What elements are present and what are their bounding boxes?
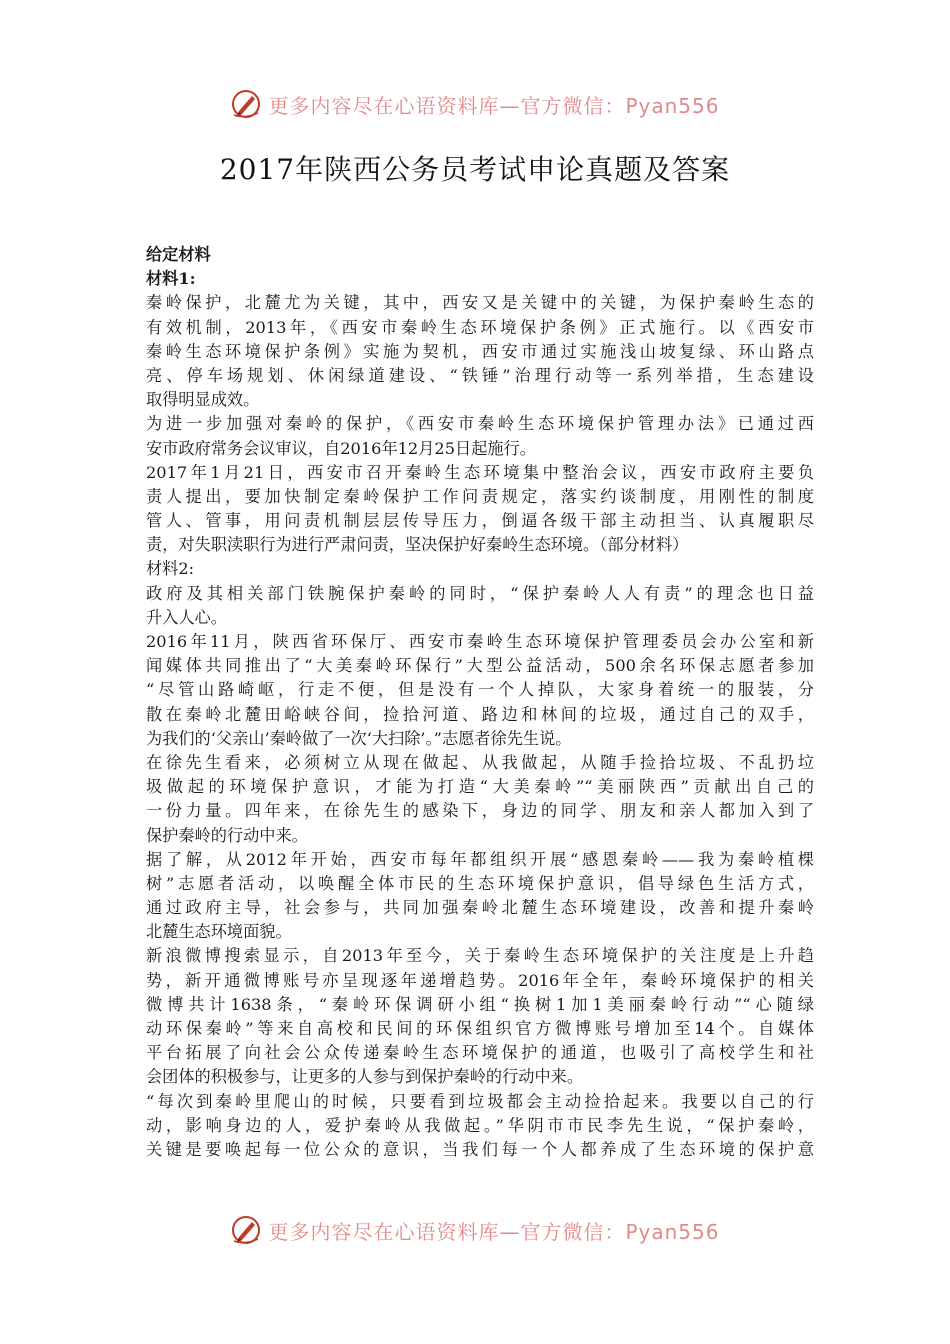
text-line: 保护秦岭的行动中来。 [146,825,308,845]
text-line: 安市政府常务会议审议，自2016年12月25日起施行。 [146,438,536,458]
paragraph [146,630,814,751]
text-line: 在徐先生看来，必须树立从现在做起、从我做起，从随手捡拾垃圾、不乱扔垃 [146,752,814,772]
text-line: 责，对失职渎职行为进行严肃问责，坚决保护好秦岭生态环境。（部分材料） [146,535,689,555]
material-1-paragraphs [146,291,814,557]
text-line: 会团体的积极参与，让更多的人参与到保护秦岭的行动中来。 [146,1067,584,1087]
material-2-paragraphs [146,582,814,1163]
paragraph [146,412,814,460]
paragraph [146,582,814,630]
text-line: 有效机制，2013年，《西安市秦岭生态环境保护条例》正式施行。以《西安市 [146,317,814,337]
paragraph [146,291,814,412]
text-line: 升入人心。 [146,607,227,627]
material-2-heading: 材料2: [146,559,195,579]
text-line: 关键是要唤起每一位公众的意识，当我们每一个人都养成了生态环境的保护意 [146,1139,814,1159]
text-line: “尽管山路崎岖，行走不便，但是没有一个人掉队，大家身着统一的服装，分 [146,680,814,700]
text-line: 一份力量。四年来，在徐先生的感染下，身边的同学、朋友和亲人都加入到了 [146,801,814,821]
text-line: 2016年11月，陕西省环保厅、西安市秦岭生态环境保护管理委员会办公室和新 [146,632,814,651]
paragraph [146,944,814,1089]
text-line: 微博共计1638条，“秦岭环保调研小组“换树1加1美丽秦岭行动”“心随绿 [146,994,814,1014]
pen-logo-icon [230,87,264,121]
text-line: 散在秦岭北麓田峪峡谷间，捡拾河道、路边和林间的垃圾，通过自己的双手， [146,704,814,724]
text-line: 秦岭保护，北麓尤为关键，其中，西安又是关键中的关键，为保护秦岭生态的 [146,293,814,313]
text-line: 势，新开通微博账号亦呈现逐年递增趋势。2016年全年，秦岭环境保护的相关 [146,970,814,990]
text-line: 通过政府主导，社会参与，共同加强秦岭北麓生态环境建设，改善和提升秦岭 [146,898,814,918]
text-line: 动，影响身边的人，爱护秦岭从我做起。”华阴市市民李先生说，“保护秦岭， [146,1115,814,1135]
paragraph [146,461,814,558]
text-line: 亮、停车场规划、休闲绿道建设、“铁锤”治理行动等一系列举措，生态建设 [146,365,814,385]
watermark-footer [0,1210,950,1250]
text-line: 管人、管事，用问责机制层层传导压力，倒逼各级干部主动担当、认真履职尽 [146,511,814,531]
material-1-heading: 材料1: [146,269,196,289]
text-line: 闻媒体共同推出了“大美秦岭环保行”大型公益活动，500余名环保志愿者参加 [146,656,814,676]
watermark-text: 更多内容尽在心语资料库—官方微信：Pyan556 [268,93,720,118]
section-heading: 给定材料 [146,245,211,264]
text-line: 为进一步加强对秦岭的保护，《西安市秦岭生态环境保护管理办法》已通过西 [146,414,814,434]
text-line: 为我们的‘父亲山’秦岭做了一次‘大扫除’。”志愿者徐先生说。 [146,728,572,748]
document-title: 2017年陕西公务员考试申论真题及答案 [219,153,731,186]
text-line: 责人提出，要加快制定秦岭保护工作问责规定，落实约谈制度，用刚性的制度 [146,486,814,506]
text-line: 取得明显成效。 [146,390,260,410]
text-line: 秦岭生态环境保护条例》实施为契机，西安市通过实施浅山坡复绿、环山路点 [146,341,814,361]
document-body [146,243,814,1188]
paragraph [146,1090,814,1163]
text-line: 动环保秦岭”等来自高校和民间的环保组织官方微博账号增加至14个。自媒体 [146,1019,814,1038]
paragraph [146,848,814,945]
text-line: 平台拓展了向社会公众传递秦岭生态环境保护的通道，也吸引了高校学生和社 [146,1043,814,1063]
text-line: 北麓生态环境面貌。 [146,922,292,942]
watermark-header [0,84,950,124]
text-line: 新浪微博搜索显示，自2013年至今，关于秦岭生态环境保护的关注度是上升趋 [146,946,814,966]
pen-logo-icon [230,1213,264,1247]
paragraph [146,751,814,848]
text-line: 政府及其相关部门铁腕保护秦岭的同时，“保护秦岭人人有责”的理念也日益 [146,583,814,603]
text-line: 2017年1月21日，西安市召开秦岭生态环境集中整治会议，西安市政府主要负 [146,462,814,482]
text-line: “每次到秦岭里爬山的时候，只要看到垃圾都会主动捡拾起来。我要以自己的行 [146,1091,814,1111]
text-line: 据了解，从2012年开始，西安市每年都组织开展“感恩秦岭——我为秦岭植棵 [146,849,814,869]
text-line: 树”志愿者活动，以唤醒全体市民的生态环境保护意识，倡导绿色生活方式， [146,873,814,893]
text-line: 圾做起的环境保护意识，才能为打造“大美秦岭”“美丽陕西”贡献出自己的 [146,777,814,797]
watermark-text: 更多内容尽在心语资料库—官方微信：Pyan556 [268,1219,720,1244]
